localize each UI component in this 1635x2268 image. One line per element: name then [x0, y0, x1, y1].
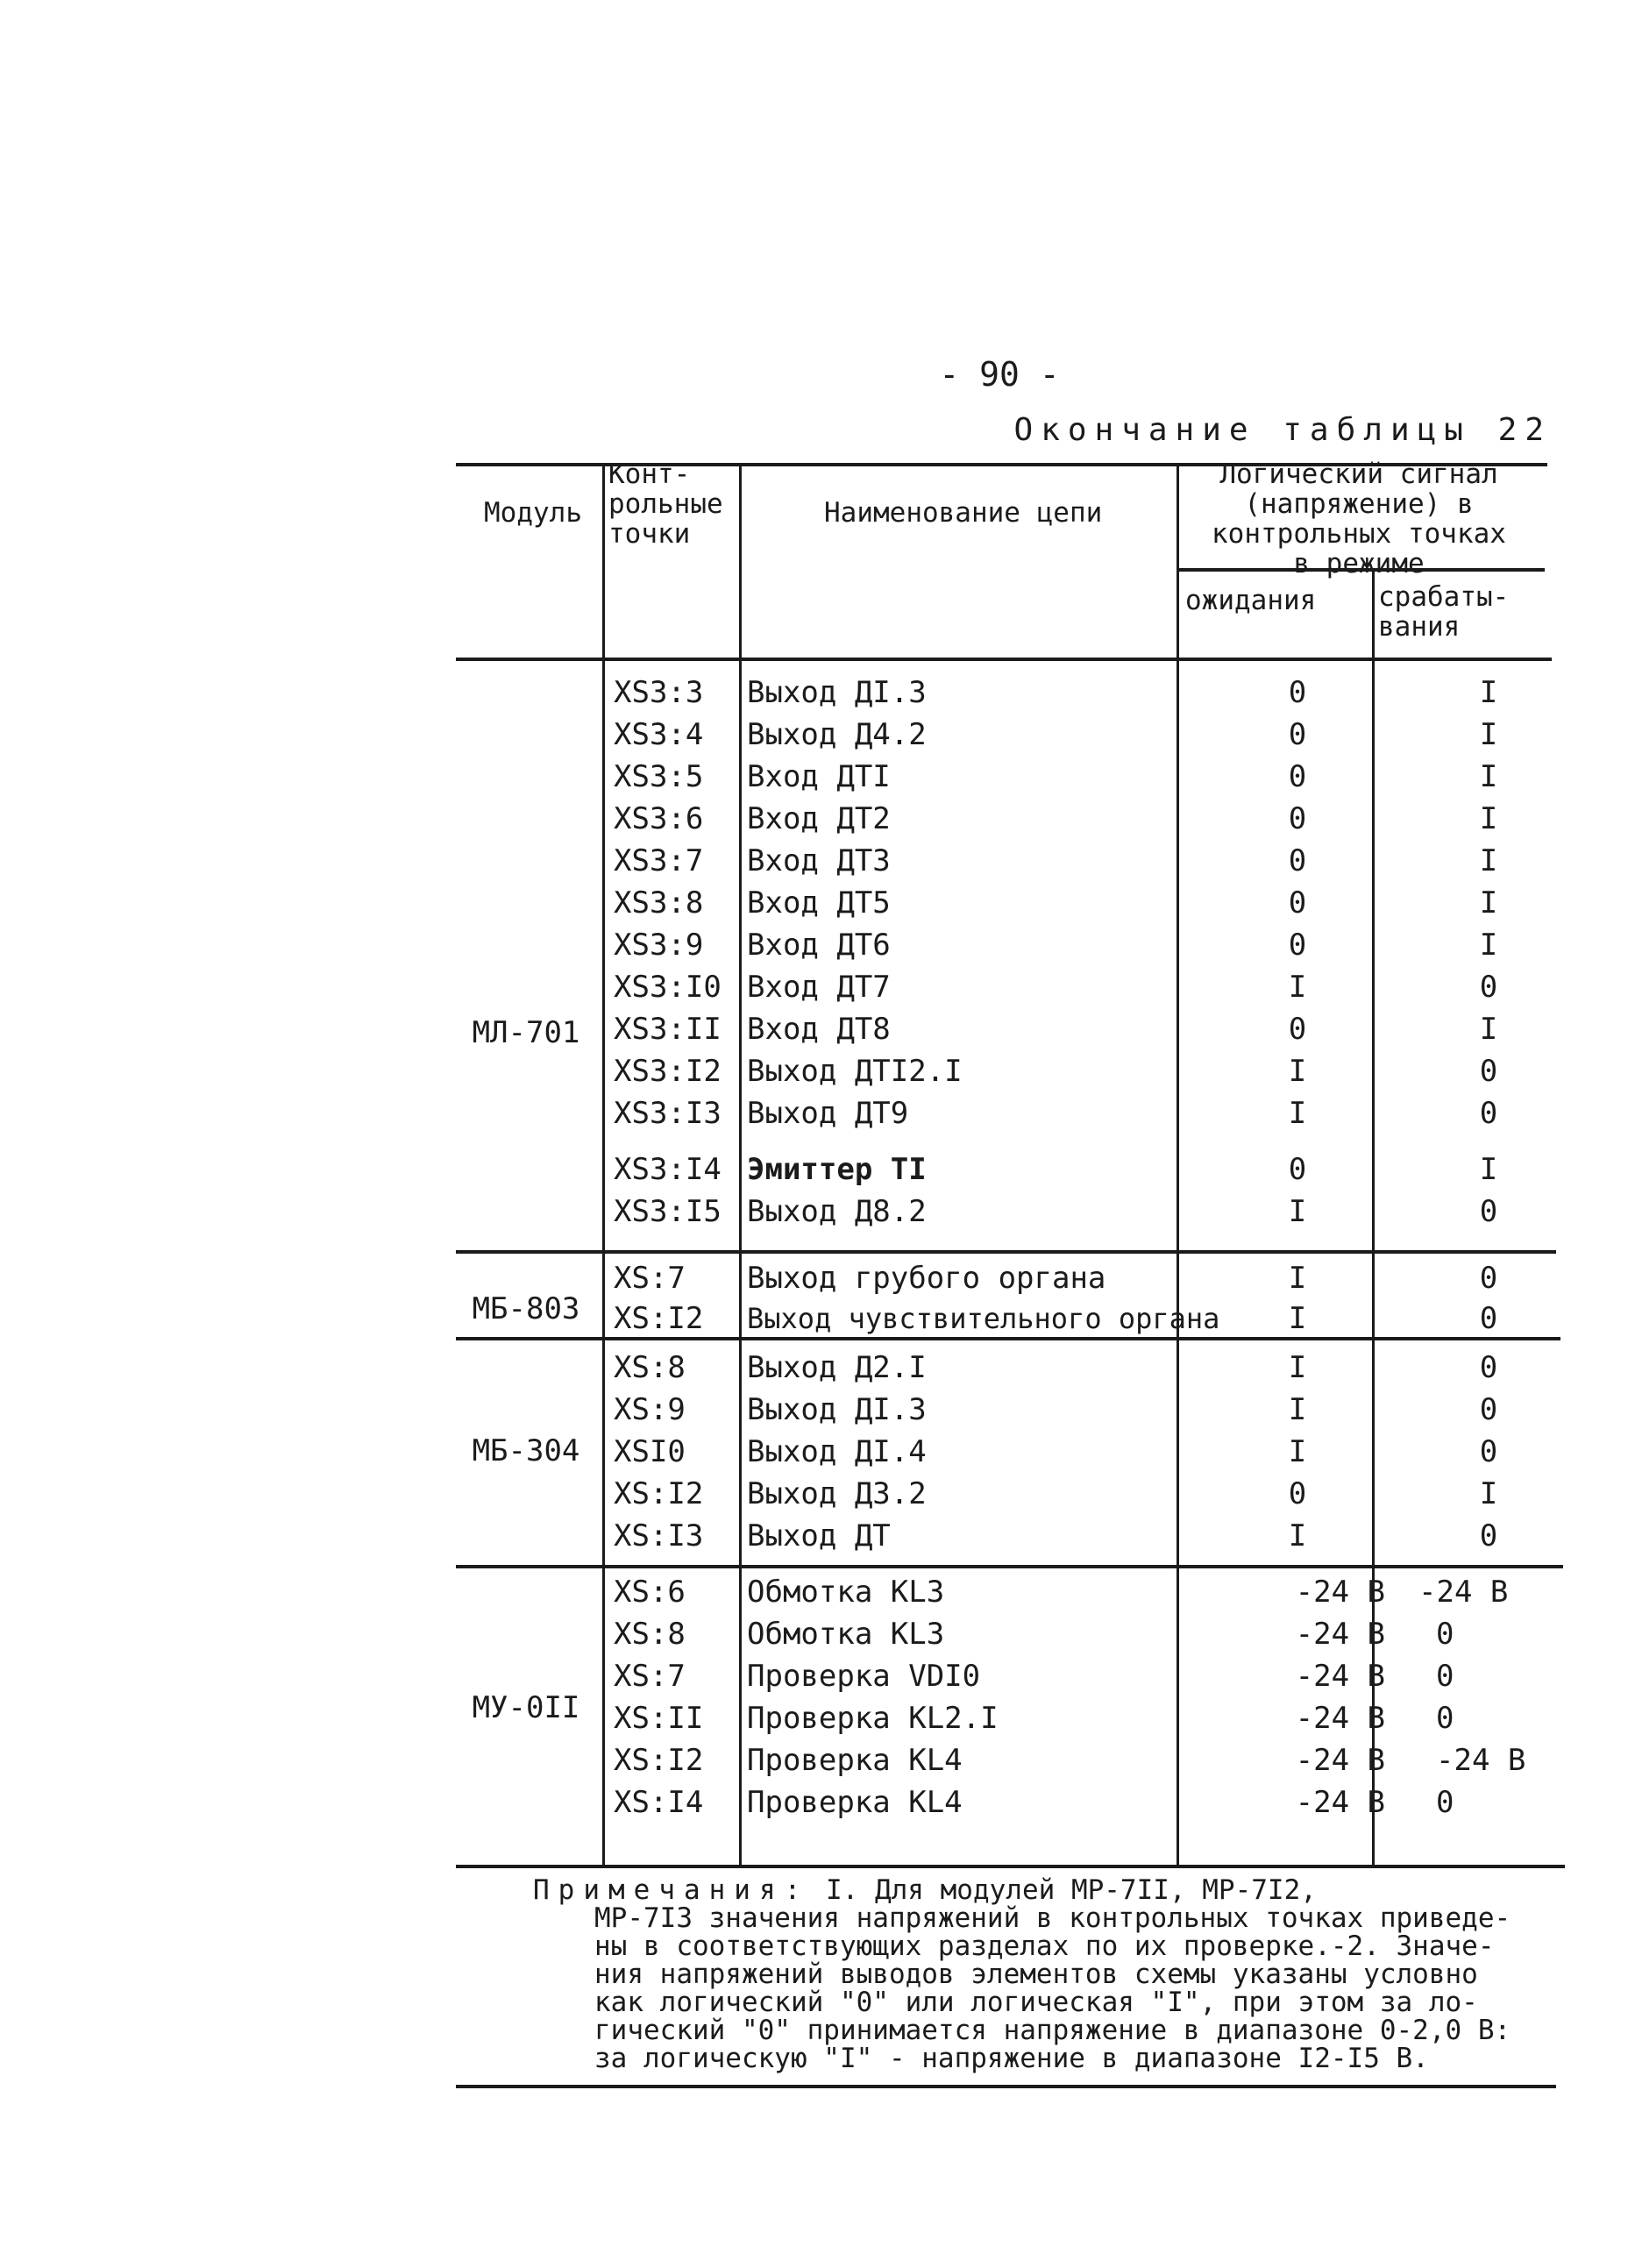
point-cell: XS3:7 [614, 843, 704, 878]
trip-cell: I [1479, 1012, 1498, 1047]
point-cell: XS3:6 [614, 801, 704, 836]
table-row [456, 801, 1552, 836]
table-row [456, 1301, 1552, 1336]
trip-cell: 0 [1479, 970, 1498, 1005]
trip-cell: 0 [1479, 1350, 1498, 1385]
wait-cell: 0 [1288, 1476, 1307, 1511]
wait-cell: I [1288, 970, 1307, 1005]
wait-cell: 0 [1288, 1152, 1307, 1187]
trip-cell: 0 [1479, 1096, 1498, 1131]
trip-cell: I [1479, 801, 1498, 836]
table-row [456, 1659, 1552, 1694]
table-row [456, 717, 1552, 752]
trip-cell: 0 [1479, 1054, 1498, 1089]
circuit-cell: Вход ДТ2 [747, 801, 891, 836]
table-row [456, 1054, 1552, 1089]
header-wait: ожидания [1185, 585, 1317, 616]
table-row [456, 1518, 1552, 1553]
table-bottom-rule [456, 1865, 1565, 1868]
point-cell: XS:9 [614, 1392, 686, 1427]
wait-cell: I [1288, 1301, 1307, 1336]
wait-cell: I [1288, 1392, 1307, 1427]
note-line: за логическую "I" - напряжение в диапазоне I2-I5 В. [594, 2043, 1429, 2074]
data-table [456, 459, 1552, 1868]
circuit-cell: Выход ДТ [747, 1518, 891, 1553]
point-cell: XS:7 [614, 1261, 686, 1296]
point-cell: XS:II [614, 1701, 704, 1736]
table-row [456, 1617, 1552, 1652]
note-line: I. Для модулей МР-7II, МР-7I2, [825, 1874, 1317, 1906]
trip-cell: I [1479, 759, 1498, 794]
point-cell: XS:I2 [614, 1476, 704, 1511]
point-cell: XS3:8 [614, 885, 704, 921]
module-label: МБ-803 [472, 1291, 580, 1326]
circuit-cell: Вход ДТ5 [747, 885, 891, 921]
table-row [456, 1701, 1552, 1736]
wait-cell: I [1288, 1054, 1307, 1089]
page-number: - 90 - [939, 355, 1060, 394]
wait-cell: I [1288, 1434, 1307, 1469]
table-row [456, 1434, 1552, 1469]
note-line: гический "0" принимается напряжение в диапазоне 0-2,0 В: [594, 2015, 1511, 2046]
wait-cell: 0 [1288, 843, 1307, 878]
trip-cell: 0 [1436, 1785, 1454, 1820]
point-cell: XS3:5 [614, 759, 704, 794]
wait-cell: -24 В [1295, 1785, 1385, 1820]
trip-cell: I [1479, 1476, 1498, 1511]
point-cell: XS3:I0 [614, 970, 722, 1005]
module-label: МЛ-701 [472, 1015, 580, 1050]
trip-cell: I [1479, 843, 1498, 878]
note-line: ния напряжений выводов элементов схемы указаны условно [594, 1959, 1478, 1990]
circuit-cell: Выход Д2.I [747, 1350, 927, 1385]
circuit-cell: Проверка KL4 [747, 1743, 963, 1778]
circuit-cell: Вход ДТ7 [747, 970, 891, 1005]
trip-cell: -24 В [1418, 1575, 1509, 1610]
circuit-cell: Вход ДТ8 [747, 1012, 891, 1047]
circuit-cell: Обмотка KL3 [747, 1575, 945, 1610]
note-line: ны в соответствующих разделах по их проверке.-2. Значе- [594, 1930, 1495, 1962]
table-row [456, 1012, 1552, 1047]
wait-cell: I [1288, 1096, 1307, 1131]
table-row [456, 1785, 1552, 1820]
table-row [456, 885, 1552, 921]
point-cell: XS:8 [614, 1617, 686, 1652]
wait-cell: I [1288, 1194, 1307, 1229]
group-divider [456, 1565, 1563, 1568]
wait-cell: -24 В [1295, 1743, 1385, 1778]
note-line: как логический "0" или логическая "I", при этом за ло- [594, 1987, 1478, 2018]
circuit-cell: Выход Д4.2 [747, 717, 927, 752]
table-row [456, 1194, 1552, 1229]
wait-cell: 0 [1288, 759, 1307, 794]
wait-cell: -24 В [1295, 1659, 1385, 1694]
point-cell: XS3:I3 [614, 1096, 722, 1131]
table-row [456, 843, 1552, 878]
notes-title: Примечания: [533, 1874, 810, 1906]
circuit-cell: Обмотка KL3 [747, 1617, 945, 1652]
trip-cell: I [1479, 717, 1498, 752]
header-bottom-rule [456, 658, 1552, 661]
header-points: Конт- рольные точки [608, 459, 723, 550]
trip-cell: I [1479, 675, 1498, 710]
trip-cell: I [1479, 928, 1498, 963]
trip-cell: 0 [1436, 1617, 1454, 1652]
point-cell: XS3:4 [614, 717, 704, 752]
header-circuit: Наименование цепи [824, 497, 1103, 529]
trip-cell: 0 [1479, 1392, 1498, 1427]
point-cell: XS:I2 [614, 1743, 704, 1778]
point-cell: XS:I4 [614, 1785, 704, 1820]
trip-cell: I [1479, 1152, 1498, 1187]
table-caption: Окончание таблицы 22 [1013, 412, 1552, 448]
group-divider [456, 1250, 1556, 1254]
circuit-cell: Проверка KL4 [747, 1785, 963, 1820]
point-cell: XS:7 [614, 1659, 686, 1694]
wait-cell: I [1288, 1350, 1307, 1385]
circuit-cell: Выход ДТ9 [747, 1096, 909, 1131]
point-cell: XS:I3 [614, 1518, 704, 1553]
wait-cell: -24 В [1295, 1701, 1385, 1736]
trip-cell: I [1479, 885, 1498, 921]
circuit-cell: Выход ДI.4 [747, 1434, 927, 1469]
trip-cell: 0 [1436, 1659, 1454, 1694]
circuit-cell: Вход ДТI [747, 759, 891, 794]
wait-cell: 0 [1288, 675, 1307, 710]
circuit-cell: Выход ДI.3 [747, 1392, 927, 1427]
trip-cell: 0 [1479, 1301, 1498, 1336]
wait-cell: -24 В [1295, 1575, 1385, 1610]
wait-cell: -24 В [1295, 1617, 1385, 1652]
wait-cell: 0 [1288, 928, 1307, 963]
table-row [456, 1476, 1552, 1511]
table-notes [533, 1874, 1578, 2074]
table-row [456, 970, 1552, 1005]
header-trip: срабаты- вания [1378, 581, 1510, 643]
circuit-cell: Вход ДТ6 [747, 928, 891, 963]
table-row [456, 1743, 1552, 1778]
point-cell: XS3:9 [614, 928, 704, 963]
wait-cell: 0 [1288, 1012, 1307, 1047]
header-signal: Логический сигнал (напряжение) в контрольных точках в режиме [1212, 459, 1506, 579]
module-label: МУ-0II [472, 1690, 580, 1725]
wait-cell: 0 [1288, 885, 1307, 921]
table-row [456, 1152, 1552, 1187]
circuit-cell: Выход чувствительного органа [747, 1302, 1220, 1335]
wait-cell: I [1288, 1518, 1307, 1553]
table-row [456, 1096, 1552, 1131]
wait-cell: I [1288, 1261, 1307, 1296]
notes-bottom-rule [456, 2085, 1556, 2088]
circuit-cell: Выход Д8.2 [747, 1194, 927, 1229]
trip-cell: 0 [1479, 1261, 1498, 1296]
circuit-cell: Выход ДI.3 [747, 675, 927, 710]
trip-cell: 0 [1479, 1434, 1498, 1469]
circuit-cell: Выход Д3.2 [747, 1476, 927, 1511]
table-row [456, 1392, 1552, 1427]
circuit-cell: Эмиттер TI [747, 1152, 927, 1187]
point-cell: XS:8 [614, 1350, 686, 1385]
point-cell: XSI0 [614, 1434, 686, 1469]
note-line: МР-7I3 значения напряжений в контрольных точках приведе- [594, 1902, 1511, 1934]
group-divider [456, 1337, 1560, 1340]
table-row [456, 1261, 1552, 1296]
wait-cell: 0 [1288, 717, 1307, 752]
trip-cell: 0 [1436, 1701, 1454, 1736]
trip-cell: -24 В [1436, 1743, 1526, 1778]
circuit-cell: Вход ДТ3 [747, 843, 891, 878]
trip-cell: 0 [1479, 1194, 1498, 1229]
circuit-cell: Выход грубого органа [747, 1261, 1106, 1296]
point-cell: XS:I2 [614, 1301, 704, 1336]
header-module: Модуль [484, 497, 582, 529]
table-row [456, 675, 1552, 710]
table-row [456, 759, 1552, 794]
circuit-cell: Выход ДТI2.I [747, 1054, 963, 1089]
point-cell: XS:6 [614, 1575, 686, 1610]
notes-first-line [533, 1876, 1578, 1904]
module-label: МБ-304 [472, 1433, 580, 1468]
table-row [456, 1575, 1552, 1610]
point-cell: XS3:I4 [614, 1152, 722, 1187]
point-cell: XS3:3 [614, 675, 704, 710]
circuit-cell: Проверка KL2.I [747, 1701, 999, 1736]
circuit-cell: Проверка VDI0 [747, 1659, 981, 1694]
table-row [456, 1350, 1552, 1385]
table-row [456, 928, 1552, 963]
point-cell: XS3:I5 [614, 1194, 722, 1229]
trip-cell: 0 [1479, 1518, 1498, 1553]
wait-cell: 0 [1288, 801, 1307, 836]
point-cell: XS3:II [614, 1012, 722, 1047]
point-cell: XS3:I2 [614, 1054, 722, 1089]
